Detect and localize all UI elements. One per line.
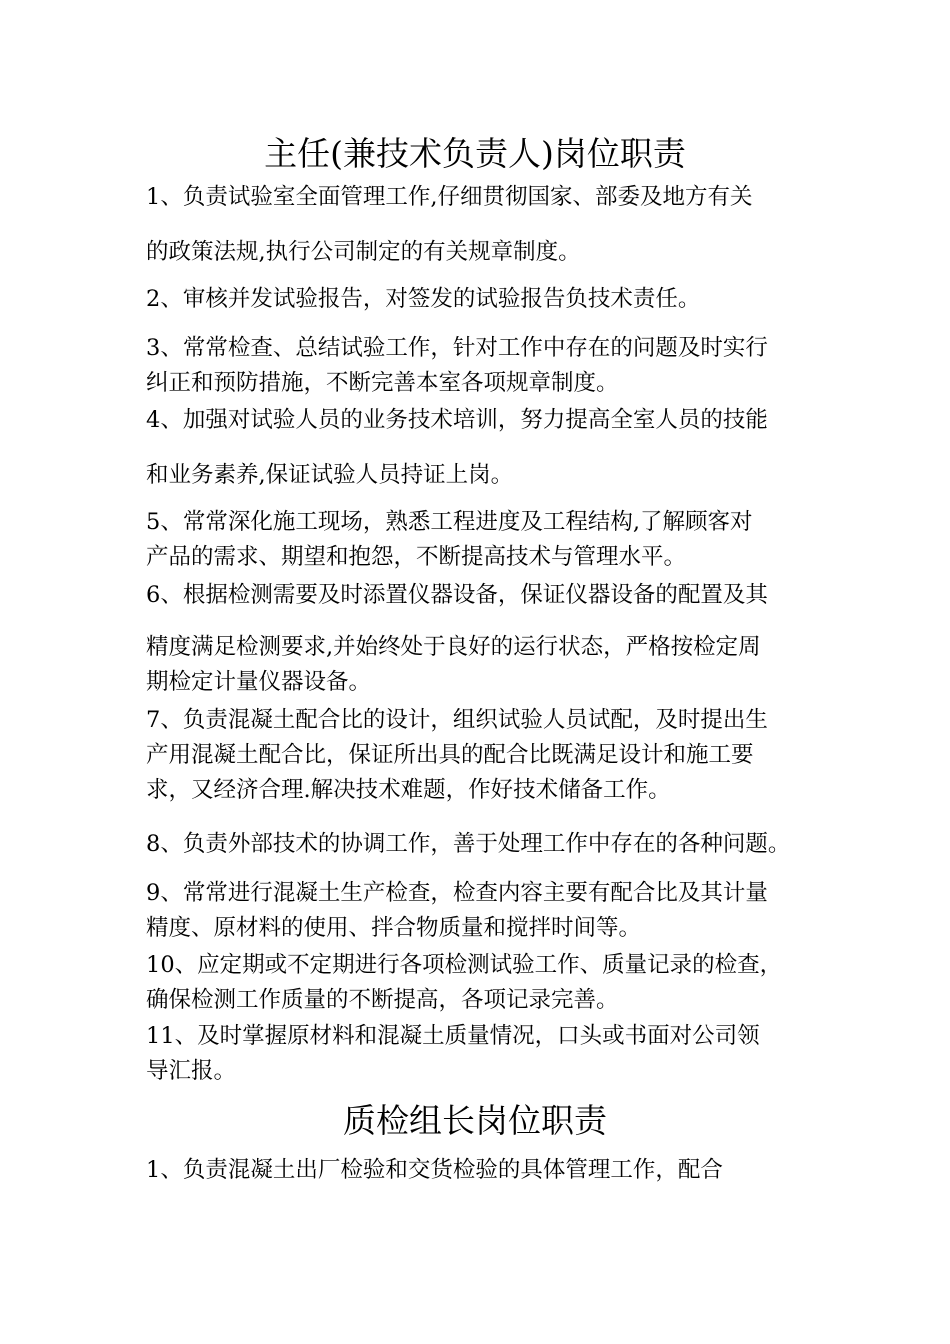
section1-item-1 [146, 180, 826, 270]
section1-item-6 [146, 578, 826, 700]
section2-title: 质检组长岗位职责 [343, 1101, 607, 1140]
section1-item-4 [146, 403, 826, 493]
paragraph-line: 的政策法规,执行公司制定的有关规章制度。 [146, 239, 581, 265]
section1-item-3 [146, 331, 826, 401]
section2-item-1 [146, 1153, 826, 1188]
paragraph-line: 2、审核并发试验报告，对签发的试验报告负技术责任。 [146, 286, 701, 312]
section1-item-5 [146, 505, 826, 575]
section1-item-11 [146, 1019, 826, 1089]
paragraph-line: 6、根据检测需要及时添置仪器设备，保证仪器设备的配置及其 [146, 582, 768, 608]
section1-title: 主任(兼技术负责人)岗位职责 [264, 134, 686, 173]
paragraph-line: 产品的需求、期望和抱怨，不断提高技术与管理水平。 [146, 544, 687, 570]
section1-item-10 [146, 948, 826, 1018]
paragraph-line: 7、负责混凝土配合比的设计，组织试验人员试配，及时提出生 [146, 707, 768, 733]
paragraph-line: 10、应定期或不定期进行各项检测试验工作、质量记录的检查， [146, 952, 783, 978]
section1-item-8 [146, 827, 826, 862]
paragraph-line: 导汇报。 [146, 1058, 237, 1084]
paragraph-line: 产用混凝土配合比，保证所出具的配合比既满足设计和施工要 [146, 742, 754, 768]
paragraph-line: 纠正和预防措施，不断完善本室各项规章制度。 [146, 370, 619, 396]
paragraph-line: 11、及时掌握原材料和混凝土质量情况，口头或书面对公司领 [146, 1023, 760, 1049]
paragraph-line: 9、常常进行混凝土生产检查，检查内容主要有配合比及其计量 [146, 880, 768, 906]
paragraph-line: 精度、原材料的使用、拌合物质量和搅拌时间等。 [146, 915, 642, 941]
paragraph-line: 3、常常检查、总结试验工作，针对工作中存在的问题及时实行 [146, 335, 768, 361]
paragraph-line: 期检定计量仪器设备。 [146, 669, 372, 695]
section1-item-2 [146, 282, 826, 317]
paragraph-line: 确保检测工作质量的不断提高，各项记录完善。 [146, 987, 619, 1013]
paragraph-line: 1、负责试验室全面管理工作,仔细贯彻国家、部委及地方有关 [146, 184, 753, 210]
paragraph-line: 和业务素养,保证试验人员持证上岗。 [146, 462, 514, 488]
paragraph-line: 求，又经济合理.解决技术难题，作好技术储备工作。 [146, 777, 671, 803]
section1-item-7 [146, 703, 826, 808]
paragraph-line: 精度满足检测要求,并始终处于良好的运行状态，严格按检定周 [146, 634, 761, 660]
paragraph-line: 1、负责混凝土出厂检验和交货检验的具体管理工作，配合 [146, 1157, 723, 1183]
section1-item-9 [146, 876, 826, 946]
paragraph-line: 5、常常深化施工现场，熟悉工程进度及工程结构,了解顾客对 [146, 509, 753, 535]
paragraph-line: 8、负责外部技术的协调工作，善于处理工作中存在的各种问题。 [146, 831, 791, 857]
paragraph-line: 4、加强对试验人员的业务技术培训，努力提高全室人员的技能 [146, 407, 768, 433]
